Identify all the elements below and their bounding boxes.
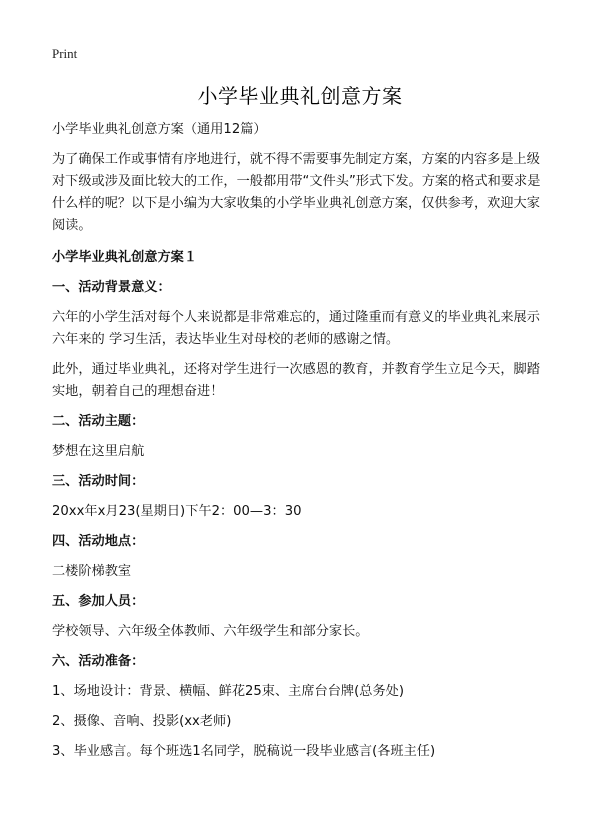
paragraph: 学校领导、六年级全体教师、六年级学生和部分家长。 bbox=[52, 624, 369, 639]
paragraph: 六年的小学生活对每个人来说都是非常难忘的，通过隆重而有意义的毕业典礼来展示六年来的 学习生活，表达毕业生对母校的老师的感谢之情。 bbox=[52, 310, 540, 347]
document-body bbox=[52, 119, 552, 771]
paragraph: 梦想在这里启航 bbox=[52, 444, 145, 459]
list-item: 2、摄像、音响、投影(xx老师) bbox=[52, 714, 232, 729]
list-item: 1、场地设计：背景、横幅、鲜花25束、主席台台牌(总务处) bbox=[52, 684, 404, 699]
print-label: Print bbox=[52, 46, 78, 61]
intro-paragraph: 为了确保工作或事情有序地进行，就不得不需要事先制定方案，方案的内容多是上级对下级或涉及面比较大的工作，一般都用带“文件头”形式下发。方案的格式和要求是什么样的呢？以下是小编为大家收集的小学毕业典礼创意方案，仅供参考，欢迎大家阅读。 bbox=[52, 152, 541, 233]
section-heading: 六、活动准备： bbox=[52, 654, 145, 669]
section-heading: 三、活动时间： bbox=[52, 474, 145, 489]
section-heading: 小学毕业典礼创意方案１ bbox=[52, 250, 198, 265]
document-title: 小学毕业典礼创意方案 bbox=[197, 84, 403, 108]
document-subtitle: 小学毕业典礼创意方案（通用12篇） bbox=[52, 122, 267, 137]
section-heading: 一、活动背景意义： bbox=[52, 280, 171, 295]
paragraph: 此外，通过毕业典礼，还将对学生进行一次感恩的教育，并教育学生立足今天，脚踏实地，朝着自己的理想奋进！ bbox=[52, 362, 540, 399]
section-heading: 二、活动主题： bbox=[52, 414, 145, 429]
list-item: 3、毕业感言。每个班选1名同学，脱稿说一段毕业感言(各班主任) bbox=[52, 744, 436, 759]
section-heading: 四、活动地点： bbox=[52, 534, 145, 549]
paragraph: 二楼阶梯教室 bbox=[52, 564, 132, 579]
section-heading: 五、参加人员： bbox=[52, 594, 145, 609]
paragraph: 20xx年x月23(星期日)下午2：00—3：30 bbox=[52, 504, 302, 519]
